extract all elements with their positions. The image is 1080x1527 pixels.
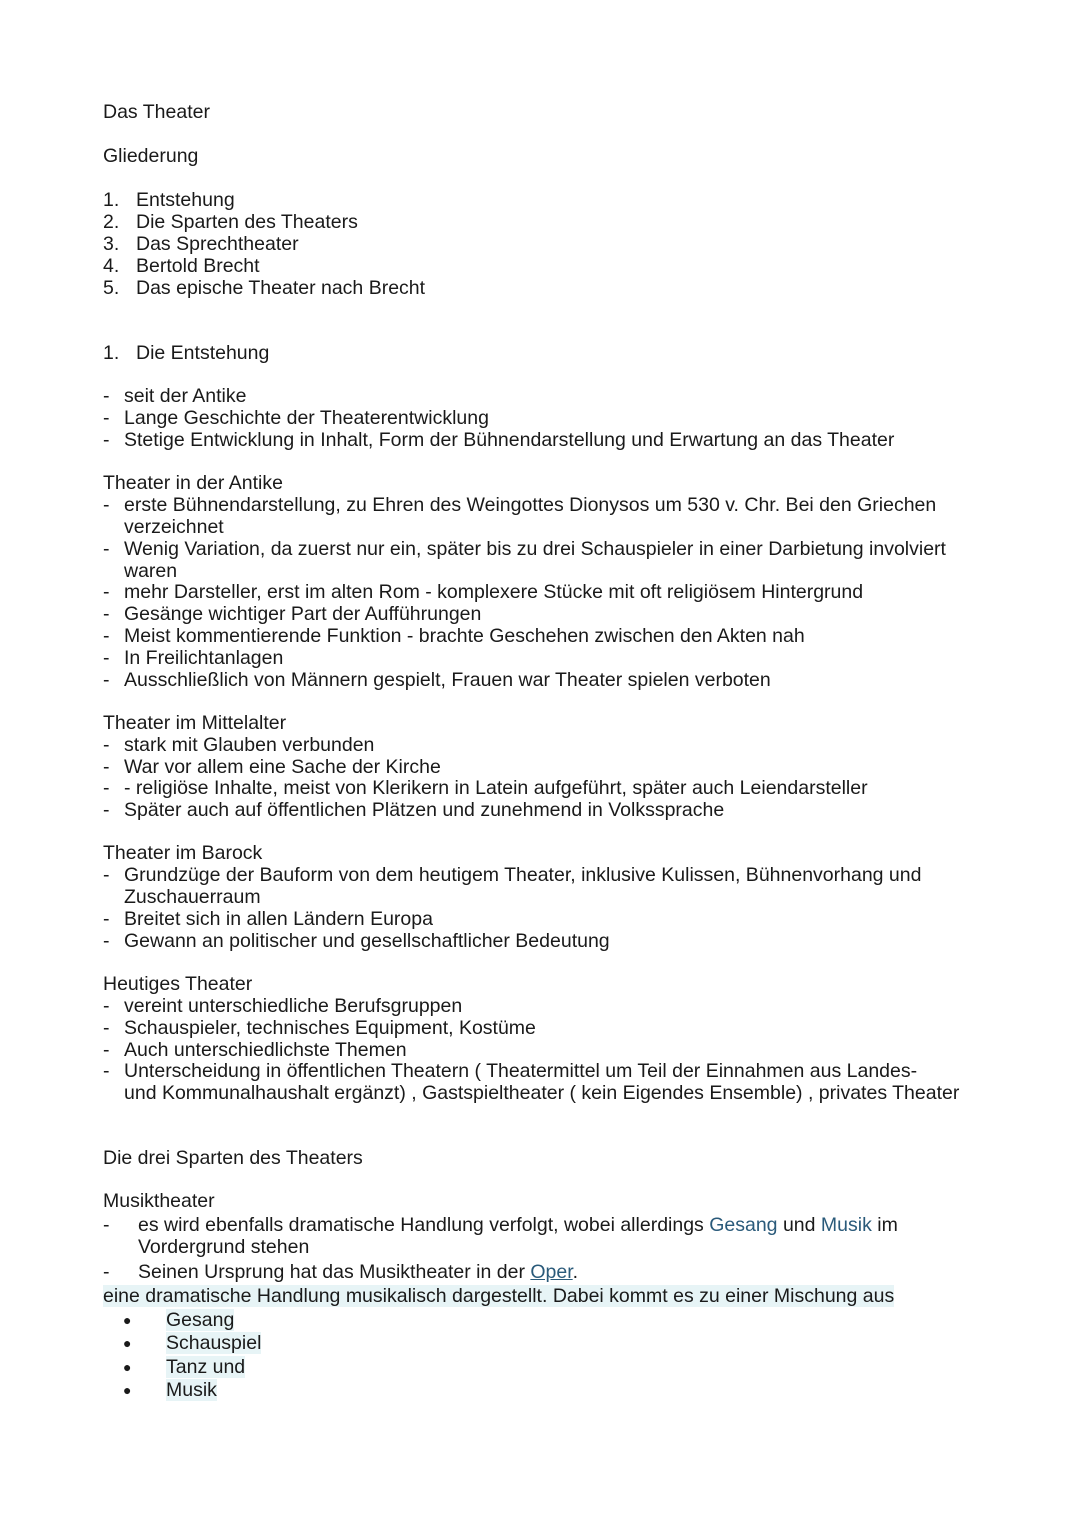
list-item: 4. Bertold Brecht <box>103 255 260 277</box>
subsection-heading: Theater im Barock <box>103 842 263 864</box>
document-page: Das Theater Gliederung 1. Entstehung 2. Die Sparten des Theaters 3. Das Sprechtheater 4. Bertold Brecht 5. Das epische Theater nach Brecht 1. Die Entstehung - seit der Antike - Lange Geschichte der Theaterentwicklung - Stetige Entwicklung in Inhalt, Form der Bühnendarstellung und Erwartung an das Theater Theater in der Antike - erste Bühnendarstellung, zu Ehren des Weingottes Dionysos um 530 v. Chr. Bei den Griechen verzeichnet - Wenig Variation, da zuerst nur ein, später bis zu drei Schauspieler in einer Darbietung involviert waren - mehr Darsteller, erst im alten Rom - komplexere Stücke mit oft religiösem Hintergrund - Gesänge wichtiger Part der Aufführungen - Meist kommentierende Funktion - brachte Geschehen zwischen den Akten nah - In Freilichtanlagen - Ausschließlich von Männern gespielt, Frauen war Theater spielen verboten Theater im Mittelalter - stark mit Glauben verbunden - War vor allem eine Sache der Kirche - - religiöse Inhalte, meist von Klerikern in Latein aufgeführt, später auch Leiendarsteller - Später auch auf öffentlichen Plätzen und zunehmend in Volkssprache Theater im Barock - Grundzüge der Bauform von dem heutigem Theater, inklusive Kulissen, Bühnenvorhang und Zuschauerraum - Breitet sich in allen Ländern Europa - Gewann an politischer und gesellschaftlicher Bedeutung Heutiges Theater - vereint unterschiedliche Berufsgruppen - Schauspieler, technisches Equipment, Kostüme - Auch unterschiedlichste Themen - Unterscheidung in öffentlichen Theatern ( Theatermittel um Teil der Einnahmen aus Landes- und Kommunalhaushalt ergänzt) , Gastspieltheater ( kein Eigendes Ensemble) , privates Theater Die drei Sparten des Theaters Musiktheater - es wird ebenfalls dramatische Handlung verfolgt, wobei allerdings Gesang und Musik im Vordergrund stehen - Seinen Ursprung hat das Musiktheater in der Oper. eine dramatische Handlung musikalisch dargestellt. Dabei kommt es zu einer Mischung aus ● Gesang ● Schauspiel ● Tanz und ● Musik <box>103 101 960 1401</box>
outline-heading: Gliederung <box>103 145 199 167</box>
document-title: Das Theater <box>103 101 210 123</box>
section-heading: 1. Die Entstehung <box>103 342 270 364</box>
gesang-link[interactable]: Gesang <box>709 1214 778 1236</box>
list-item: 2. Die Sparten des Theaters <box>103 211 358 233</box>
list-item: 3. Das Sprechtheater <box>103 233 299 255</box>
section-heading: Die drei Sparten des Theaters <box>103 1147 363 1169</box>
subsection-heading: Heutiges Theater <box>103 973 253 995</box>
oper-link[interactable]: Oper <box>530 1261 573 1283</box>
list-item: 1. Entstehung <box>103 189 235 211</box>
subsection-heading: Theater im Mittelalter <box>103 712 287 734</box>
subsection-heading: Musiktheater <box>103 1190 215 1212</box>
highlighted-text: eine dramatische Handlung musikalisch dargestellt. Dabei kommt es zu einer Mischung aus <box>103 1285 895 1307</box>
musik-link[interactable]: Musik <box>820 1214 872 1236</box>
subsection-heading: Theater in der Antike <box>103 472 283 494</box>
list-item: 5. Das epische Theater nach Brecht <box>103 277 426 299</box>
